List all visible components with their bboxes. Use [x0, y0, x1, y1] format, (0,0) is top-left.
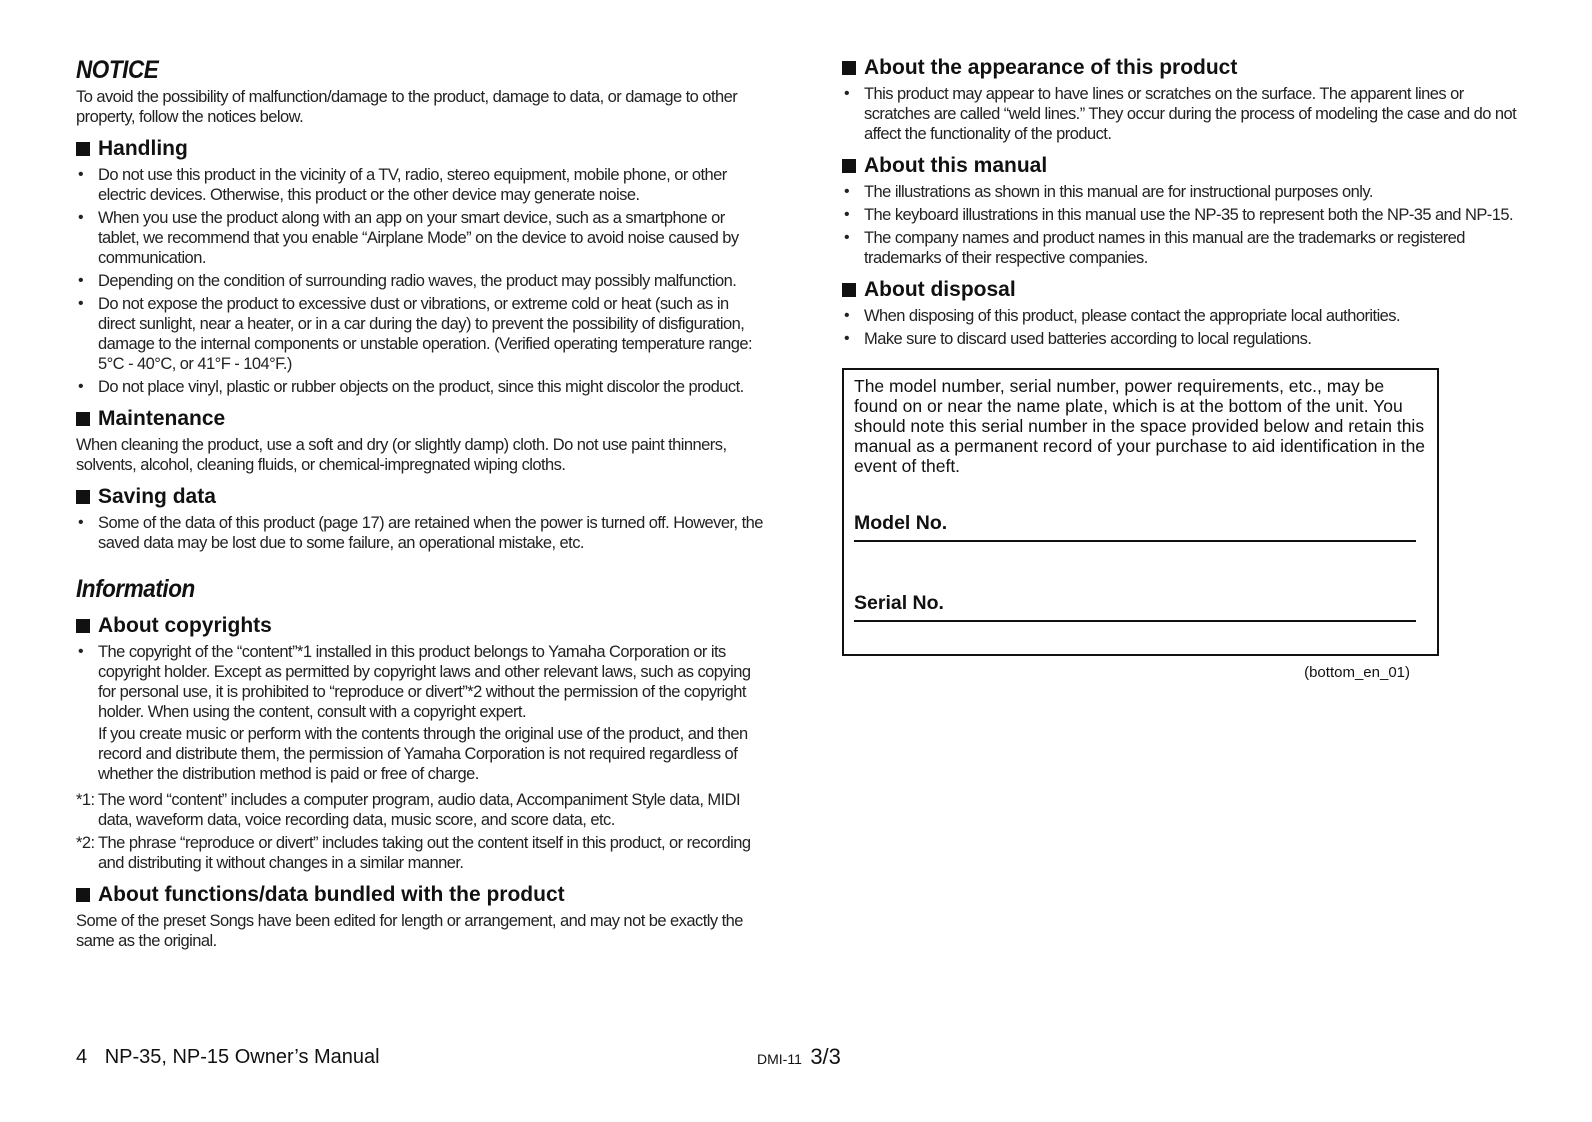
- appearance-title: About the appearance of this product: [864, 56, 1238, 79]
- left-column: [76, 52, 766, 953]
- maintenance-text: When cleaning the product, use a soft and dry (or slightly damp) cloth. Do not use paint thinners, solvents, alcohol, cleaning fluids, or chemical-impregnated wiping cloths.: [76, 436, 727, 474]
- disposal-list: [842, 306, 1532, 349]
- serial-number-field: [854, 592, 1416, 622]
- list-item: • The keyboard illustrations in this manual use the NP-35 to represent both the NP-35 and NP-15.: [842, 205, 1532, 225]
- footer-center: [757, 1044, 841, 1070]
- manual-title: NP-35, NP-15 Owner’s Manual: [104, 1046, 380, 1068]
- manual-title: About this manual: [864, 154, 1048, 177]
- maintenance-title: Maintenance: [98, 407, 226, 430]
- square-bullet-icon: [76, 142, 90, 156]
- saving-heading: [76, 485, 766, 509]
- list-item: • Do not expose the product to excessive dust or vibrations, or extreme cold or heat (such as in direct sunlight, near a heater, or in a car during the day) to prevent the possibility of disfiguration, damage to the internal components or unstable operation. (Verified operating temperature range: 5°C - 40°C, or 41°F - 104°F.): [76, 294, 766, 374]
- disposal-heading: [842, 278, 1532, 302]
- list-item: • Depending on the condition of surrounding radio waves, the product may possibly malfunction.: [76, 271, 766, 291]
- square-bullet-icon: [76, 412, 90, 426]
- handling-list: [76, 165, 766, 397]
- square-bullet-icon: [76, 490, 90, 504]
- handling-heading: [76, 137, 766, 161]
- footnotes: [76, 790, 766, 873]
- model-number-label: Model No.: [854, 512, 948, 534]
- saving-title: Saving data: [98, 485, 216, 508]
- manual-list: [842, 182, 1532, 268]
- list-item: • Some of the data of this product (page 17) are retained when the power is turned off. However, the saved data may be lost due to some failure, an operational mistake, etc.: [76, 513, 766, 553]
- bundled-text: Some of the preset Songs have been edited for length or arrangement, and may not be exactly the same as the original.: [76, 912, 743, 950]
- list-item: • This product may appear to have lines or scratches on the surface. The apparent lines or scratches are called “weld lines.” They occur during the process of modeling the case and do not affect the functionality of the product.: [842, 84, 1532, 144]
- bundled-title: About functions/data bundled with the product: [98, 883, 565, 906]
- model-number-field: [854, 512, 1416, 542]
- saving-list: [76, 513, 766, 553]
- notice-intro: To avoid the possibility of malfunction/damage to the product, damage to data, or damage to other property, follow the notices below.: [76, 88, 738, 126]
- appearance-heading: [842, 56, 1532, 80]
- footnote-mark: *1:: [76, 791, 95, 809]
- footnote-mark: *2:: [76, 834, 95, 852]
- page-count: 3/3: [810, 1044, 841, 1069]
- list-item: • Make sure to discard used batteries according to local regulations.: [842, 329, 1532, 349]
- appearance-list: [842, 84, 1532, 144]
- list-item: • When you use the product along with an app on your smart device, such as a smartphone or tablet, we recommend that you enable “Airplane Mode” on the device to avoid noise caused by communication.: [76, 208, 766, 268]
- doc-code: DMI-11: [757, 1051, 802, 1067]
- square-bullet-icon: [842, 159, 856, 173]
- list-item: • Do not place vinyl, plastic or rubber objects on the product, since this might discolor the product.: [76, 377, 766, 397]
- copyrights-para-2: If you create music or perform with the contents through the original use of the product, and then record and distribute them, the permission of Yamaha Corporation is not required regardless of whether the distribution method is paid or free of charge.: [98, 725, 748, 783]
- list-item: [76, 642, 766, 784]
- page-number: 4: [76, 1046, 88, 1068]
- notice-title: NOTICE: [76, 56, 159, 84]
- copyrights-list: [76, 642, 766, 784]
- list-item: • The company names and product names in this manual are the trademarks or registered trademarks of their respective companies.: [842, 228, 1532, 268]
- footnote: [76, 833, 766, 873]
- square-bullet-icon: [76, 888, 90, 902]
- square-bullet-icon: [842, 283, 856, 297]
- list-item: • When disposing of this product, please contact the appropriate local authorities.: [842, 306, 1532, 326]
- bundled-heading: [76, 883, 766, 907]
- list-item: • Do not use this product in the vicinity of a TV, radio, stereo equipment, mobile phone, or other electric devices. Otherwise, this product or the other device may generate noise.: [76, 165, 766, 205]
- handling-title: Handling: [98, 137, 188, 160]
- footer-left: [76, 1046, 380, 1069]
- box-code: (bottom_en_01): [1304, 664, 1410, 681]
- copyrights-para-1: The copyright of the “content”*1 installed in this product belongs to Yamaha Corporation or its copyright holder. Except as permitted by copyright laws and other relevant laws, such as copying for personal use, it is prohibited to “reproduce or divert”*2 without the permission of the copyright holder. When using the content, consult with a copyright expert.: [98, 643, 751, 721]
- copyrights-title: About copyrights: [98, 614, 272, 637]
- footnote: [76, 790, 766, 830]
- square-bullet-icon: [842, 61, 856, 75]
- footnote-text: The word “content” includes a computer program, audio data, Accompaniment Style data, MIDI data, waveform data, voice recording data, music score, and score data, etc.: [98, 791, 741, 829]
- maintenance-heading: [76, 407, 766, 431]
- right-column: [842, 52, 1532, 352]
- square-bullet-icon: [76, 619, 90, 633]
- information-title: Information: [76, 575, 195, 603]
- model-serial-box: [842, 368, 1439, 656]
- footnote-text: The phrase “reproduce or divert” includes taking out the content itself in this product, or recording and distributing it without changes in a similar manner.: [98, 834, 751, 872]
- disposal-title: About disposal: [864, 278, 1016, 301]
- box-text: The model number, serial number, power requirements, etc., may be found on or near the name plate, which is at the bottom of the unit. You should note this serial number in the space provided below and retain this manual as a permanent record of your purchase to aid identification in the event of theft.: [854, 376, 1426, 476]
- copyrights-heading: [76, 614, 766, 638]
- manual-heading: [842, 154, 1532, 178]
- serial-number-label: Serial No.: [854, 592, 944, 614]
- list-item: • The illustrations as shown in this manual are for instructional purposes only.: [842, 182, 1532, 202]
